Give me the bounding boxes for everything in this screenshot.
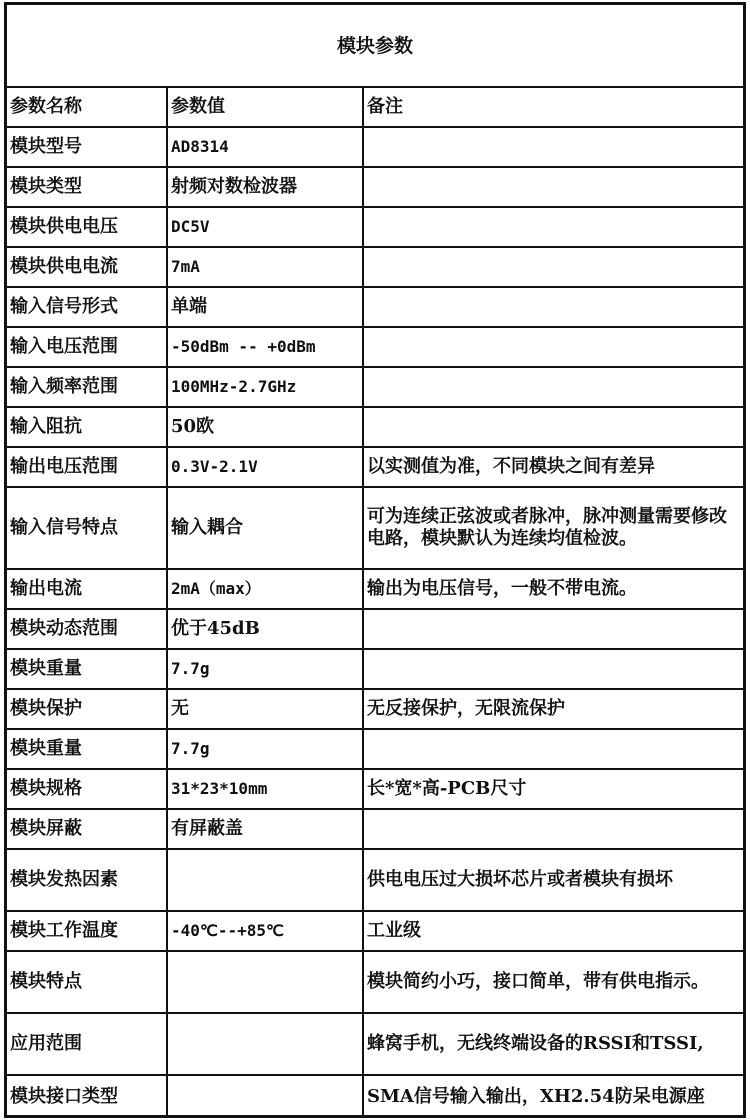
cell-value: -50dBm -- +0dBm (167, 327, 363, 367)
cell-note (363, 207, 743, 247)
cell-value: DC5V (167, 207, 363, 247)
cell-note: 长*宽*高-PCB尺寸 (363, 769, 743, 809)
cell-note: 以实测值为准，不同模块之间有差异 (363, 447, 743, 487)
cell-name: 应用范围 (7, 1013, 167, 1075)
cell-name: 模块特点 (7, 951, 167, 1013)
cell-name: 模块重量 (7, 729, 167, 769)
cell-note (363, 649, 743, 689)
table-row (7, 911, 743, 951)
cell-name: 输出电流 (7, 569, 167, 609)
cell-note: 可为连续正弦波或者脉冲，脉冲测量需要修改电路，模块默认为连续均值检波。 (363, 487, 743, 569)
cell-value: 射频对数检波器 (167, 167, 363, 207)
cell-value: 50欧 (167, 407, 363, 447)
cell-note (363, 287, 743, 327)
cell-name: 模块屏蔽 (7, 809, 167, 849)
cell-value: 7.7g (167, 729, 363, 769)
cell-name: 模块供电电压 (7, 207, 167, 247)
cell-note (363, 609, 743, 649)
table-row (7, 487, 743, 569)
cell-name: 输入阻抗 (7, 407, 167, 447)
table-row (7, 407, 743, 447)
cell-value: 7mA (167, 247, 363, 287)
cell-note (363, 367, 743, 407)
cell-value: 31*23*10mm (167, 769, 363, 809)
cell-note: 蜂窝手机，无线终端设备的RSSI和TSSI, (363, 1013, 743, 1075)
table-row (7, 1075, 743, 1118)
table-row (7, 447, 743, 487)
table-title: 模块参数 (7, 5, 743, 87)
cell-name: 模块发热因素 (7, 849, 167, 911)
cell-value: 7.7g (167, 649, 363, 689)
cell-name: 输入电压范围 (7, 327, 167, 367)
table-row (7, 327, 743, 367)
cell-name: 输入信号形式 (7, 287, 167, 327)
cell-note (363, 247, 743, 287)
cell-value: 有屏蔽盖 (167, 809, 363, 849)
cell-value: 优于45dB (167, 609, 363, 649)
header-param-name: 参数名称 (7, 87, 167, 127)
table-row (7, 167, 743, 207)
cell-value (167, 1075, 363, 1118)
title-row (7, 5, 743, 87)
cell-value: 无 (167, 689, 363, 729)
table-row (7, 951, 743, 1013)
table-row (7, 127, 743, 167)
cell-note (363, 809, 743, 849)
table-row (7, 207, 743, 247)
cell-name: 模块型号 (7, 127, 167, 167)
cell-name: 模块供电电流 (7, 247, 167, 287)
cell-note (363, 407, 743, 447)
table-row (7, 569, 743, 609)
table-row (7, 1013, 743, 1075)
cell-note: 供电电压过大损坏芯片或者模块有损坏 (363, 849, 743, 911)
cell-name: 模块动态范围 (7, 609, 167, 649)
table-row (7, 729, 743, 769)
cell-value (167, 951, 363, 1013)
table-row (7, 809, 743, 849)
cell-value (167, 849, 363, 911)
cell-note (363, 729, 743, 769)
cell-value: 2mA（max） (167, 569, 363, 609)
cell-name: 输出电压范围 (7, 447, 167, 487)
cell-note: 模块简约小巧，接口简单，带有供电指示。 (363, 951, 743, 1013)
cell-value: -40℃--+85℃ (167, 911, 363, 951)
header-param-value: 参数值 (167, 87, 363, 127)
cell-note (363, 127, 743, 167)
table-row (7, 769, 743, 809)
cell-name: 模块规格 (7, 769, 167, 809)
header-note: 备注 (363, 87, 743, 127)
parameter-table (7, 5, 743, 1118)
table-row (7, 649, 743, 689)
cell-note: 输出为电压信号，一般不带电流。 (363, 569, 743, 609)
cell-value: 输入耦合 (167, 487, 363, 569)
cell-name: 模块重量 (7, 649, 167, 689)
cell-note: SMA信号输入输出，XH2.54防呆电源座 (363, 1075, 743, 1118)
cell-note: 工业级 (363, 911, 743, 951)
cell-value: AD8314 (167, 127, 363, 167)
cell-note (363, 167, 743, 207)
table-row (7, 247, 743, 287)
cell-name: 模块保护 (7, 689, 167, 729)
table-row (7, 287, 743, 327)
table-row (7, 849, 743, 911)
spec-sheet (4, 2, 746, 1118)
cell-name: 模块接口类型 (7, 1075, 167, 1118)
cell-value: 100MHz-2.7GHz (167, 367, 363, 407)
cell-note: 无反接保护，无限流保护 (363, 689, 743, 729)
cell-name: 模块类型 (7, 167, 167, 207)
cell-note (363, 327, 743, 367)
cell-name: 模块工作温度 (7, 911, 167, 951)
cell-value: 单端 (167, 287, 363, 327)
header-row (7, 87, 743, 127)
cell-name: 输入频率范围 (7, 367, 167, 407)
cell-value: 0.3V-2.1V (167, 447, 363, 487)
table-row (7, 367, 743, 407)
cell-name: 输入信号特点 (7, 487, 167, 569)
cell-value (167, 1013, 363, 1075)
table-row (7, 689, 743, 729)
table-row (7, 609, 743, 649)
